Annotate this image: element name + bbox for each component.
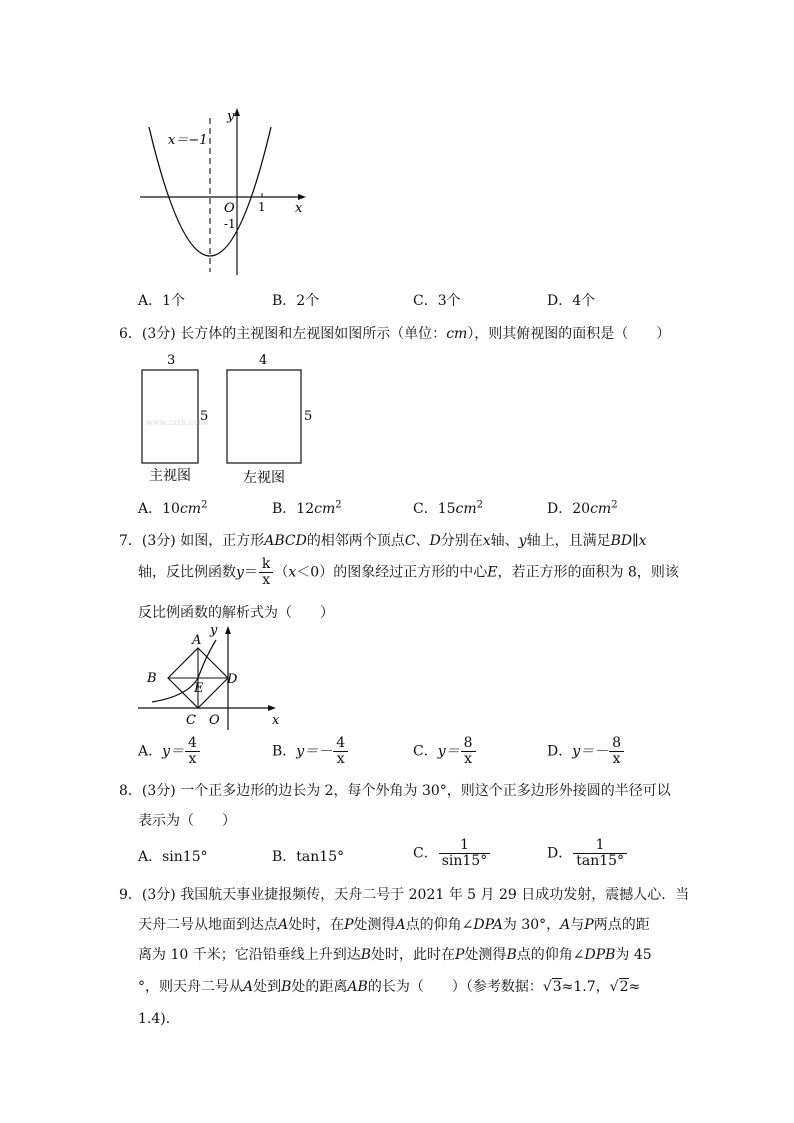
y-axis-label: y xyxy=(227,109,235,124)
sqrt-2: 2 xyxy=(619,979,629,995)
y-axis-arrow xyxy=(234,108,240,116)
label-a: A xyxy=(192,633,202,648)
q7-stem-line3: 反比例函数的解析式为（ ） xyxy=(138,605,334,621)
label-c: C xyxy=(186,713,196,728)
q9-stem-line5: 1.4)． xyxy=(138,1011,180,1027)
y-tick-label: -1 xyxy=(224,217,236,231)
q5-option-c[interactable]: C．3个 xyxy=(413,293,461,309)
left-view-caption: 左视图 xyxy=(243,470,285,486)
square-figure xyxy=(130,620,300,735)
q8-option-d[interactable]: D． $\frac{1}{\tan 15^\circ}$ xyxy=(547,838,628,869)
parabola-graph xyxy=(0,0,794,300)
symmetry-axis-label: x＝−1 xyxy=(168,133,208,148)
q6-stem: 6．(3分) 长方体的主视图和左视图如图所示（单位：cm），则其俯视图的面积是（ ） xyxy=(119,326,671,342)
q8-option-c[interactable]: C． $\frac{1}{\sin 15^\circ}$ xyxy=(413,838,491,869)
q6-option-d[interactable]: D．$20cm^2$ xyxy=(547,499,618,517)
q7-option-d[interactable]: D．y＝－ $\frac{8}{x}$ xyxy=(547,736,625,767)
watermark: www.zxxk.com xyxy=(146,418,206,427)
origin-label: O xyxy=(224,201,235,216)
front-view-rect xyxy=(142,370,198,463)
front-width-label: 3 xyxy=(167,353,176,368)
label-x: x xyxy=(272,713,280,728)
x-tick-label: 1 xyxy=(258,200,266,214)
q9-stem-line4: °，则天舟二号从A处到B处的距离AB的长为（ ）（参考数据：√3≈1.7，√2≈ xyxy=(138,979,641,995)
y-axis-arrow xyxy=(225,626,231,634)
q8-stem-line1: 8．(3分) 一个正多边形的边长为 2，每个外角为 30°，则这个正多边形外接圆的半径可以 xyxy=(119,783,671,799)
q6-option-c[interactable]: C．$15cm^2$ xyxy=(413,499,484,517)
q5-option-a[interactable]: A．1个 xyxy=(138,293,186,309)
q6-option-b[interactable]: B．$12cm^2$ xyxy=(272,499,342,517)
q9-stem-line2: 天舟二号从地面到达点A处时，在P处测得A点的仰角∠DPA为 30°，A与P两点的距 xyxy=(138,917,650,933)
left-view-rect xyxy=(227,370,301,463)
label-b: B xyxy=(147,671,157,686)
x-axis-arrow xyxy=(268,705,276,711)
q9-stem-line3: 离为 10 千米；它沿铅垂线上升到达B处时，此时在P处测得B点的仰角∠DPB为 45 xyxy=(138,947,652,963)
left-width-label: 4 xyxy=(259,353,268,368)
q7-option-c[interactable]: C．y＝ $\frac{8}{x}$ xyxy=(413,736,477,767)
q6-option-a[interactable]: A．$10cm^2$ xyxy=(138,499,208,517)
q7-stem-line1: 7．(3分) 如图，正方形ABCD的相邻两个顶点C、D分别在x轴、y轴上，且满足BD∥x xyxy=(119,533,647,549)
front-height-label: 5 xyxy=(200,409,209,424)
q8-stem-line2: 表示为（ ） xyxy=(138,813,236,829)
left-height-label: 5 xyxy=(304,409,313,424)
q7-option-b[interactable]: B．y＝－ $\frac{4}{x}$ xyxy=(272,736,349,767)
q7-stem-line2: 轴，反比例函数y＝ $\frac{k}{x}$ （x＜0）的图象经过正方形的中心E，若正方形的面积为 8，则该 xyxy=(138,556,679,588)
x-axis-arrow xyxy=(298,194,306,200)
q9-stem-line1: 9．(3分) 我国航天事业捷报频传，天舟二号于 2021 年 5 月 29 日成功发射，震撼人心．当 xyxy=(119,887,690,903)
q7-option-a[interactable]: A．y＝ $\frac{4}{x}$ xyxy=(138,736,201,767)
k-over-x-fraction: $\frac{k}{x}$ xyxy=(259,557,273,588)
label-y: y xyxy=(210,623,218,638)
label-d: D xyxy=(227,672,238,687)
q8-option-a[interactable]: A．sin15° xyxy=(138,849,208,865)
hyperbola-curve xyxy=(152,640,216,702)
label-o: O xyxy=(209,713,220,728)
sqrt-3: 3 xyxy=(552,979,562,995)
front-view-caption: 主视图 xyxy=(149,468,191,484)
q5-option-b[interactable]: B．2个 xyxy=(272,293,320,309)
x-axis-label: x xyxy=(295,201,303,216)
q5-option-d[interactable]: D．4个 xyxy=(547,293,596,309)
q8-option-b[interactable]: B．tan15° xyxy=(272,849,345,865)
three-view-figure xyxy=(130,350,330,490)
label-e: E xyxy=(194,681,204,696)
